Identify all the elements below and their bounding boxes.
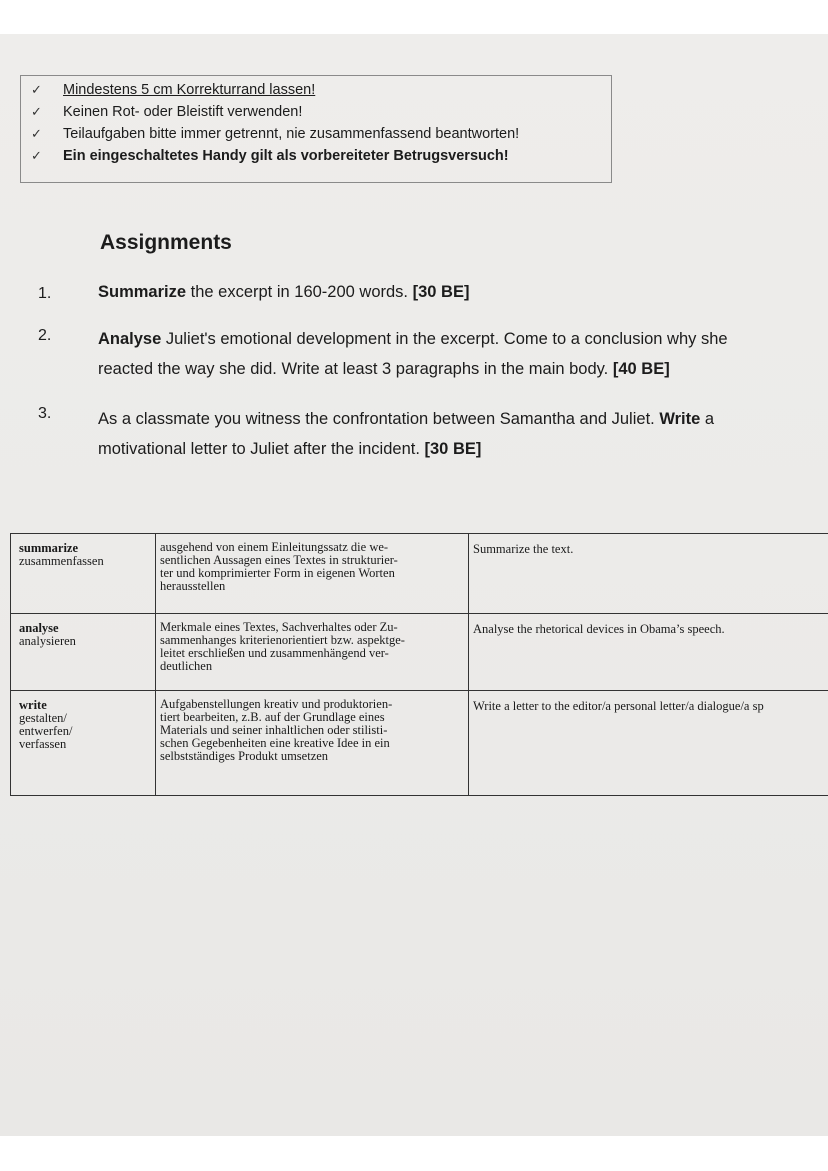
exam-rules-box [20, 75, 612, 183]
task-number: 2. [38, 327, 52, 344]
task-text: Juliet's emotional development in the excerpt. Come to a conclusion why she [161, 330, 728, 348]
rule-item [21, 104, 613, 126]
operator-translation: zusammenfassen [19, 554, 104, 568]
operator-row [10, 533, 828, 614]
task-emphasis: [30 BE] [424, 440, 482, 458]
task-emphasis: [40 BE] [612, 360, 670, 378]
rule-item [21, 82, 613, 104]
task-emphasis: Summarize [98, 283, 187, 301]
operator-description-line: Materials und seiner inhaltlichen oder stilisti- [160, 723, 388, 737]
operator-description-line: schen Gegebenheiten eine kreative Idee in ein [160, 736, 390, 750]
task-text-line [98, 360, 670, 379]
task-text: reacted the way she did. Write at least 3 paragraphs in the main body. [98, 360, 613, 378]
task-emphasis: Write [659, 410, 701, 428]
operator-description-cell [155, 534, 468, 614]
task-text: motivational letter to Juliet after the incident. [98, 440, 425, 458]
operator-description-line: herausstellen [160, 579, 226, 593]
task-number: 3. [38, 405, 52, 422]
rule-text: Teilaufgaben bitte immer getrennt, nie zusammenfassend beantworten! [63, 126, 520, 142]
operator-description-line: tiert bearbeiten, z.B. auf der Grundlage eines [160, 710, 385, 724]
operator-description-cell [155, 691, 468, 795]
task-text-line [98, 330, 728, 349]
operator-description-line: ausgehend von einem Einleitungssatz die we- [160, 540, 389, 554]
task-text-line [98, 283, 469, 302]
checkmark-icon: ✓ [31, 127, 42, 142]
checkmark-icon: ✓ [31, 149, 42, 164]
operator-translation: entwerfen/ [19, 724, 73, 738]
task-text: the excerpt in 160-200 words. [186, 283, 413, 301]
checkmark-icon: ✓ [31, 105, 42, 120]
operator-row [10, 690, 828, 796]
rule-text: Keinen Rot- oder Bleistift verwenden! [63, 104, 303, 120]
task-text-line [98, 410, 714, 429]
operator-table [10, 533, 828, 795]
task-number: 1. [38, 285, 52, 302]
operator-row [10, 613, 828, 691]
operator-translation: analysieren [19, 634, 76, 648]
operator-description-line: leitet erschließen und zusammenhängend ver- [160, 646, 389, 660]
operator-description-line: selbstständiges Produkt umsetzen [160, 749, 329, 763]
rule-item [21, 126, 613, 148]
operator-description-line: Aufgabenstellungen kreativ und produktorien- [160, 697, 393, 711]
task-text: a [700, 410, 715, 428]
operator-description-line: sentlichen Aussagen eines Textes in strukturier- [160, 553, 398, 567]
operator-example-cell [468, 614, 828, 691]
checkmark-icon: ✓ [31, 83, 42, 98]
task-text-line [98, 440, 481, 459]
operator-description-line: ter und komprimierter Form in eigenen Worten [160, 566, 395, 580]
operator-term: analyse [19, 621, 59, 635]
operator-translation: verfassen [19, 737, 67, 751]
operator-description-line: sammenhanges kriterienorientiert bzw. aspektge- [160, 633, 405, 647]
operator-term-cell [10, 614, 154, 691]
operator-description-line: Merkmale eines Textes, Sachverhaltes oder Zu- [160, 620, 398, 634]
operator-example: Analyse the rhetorical devices in Obama’s speech. [473, 622, 725, 636]
operator-example: Write a letter to the editor/a personal letter/a dialogue/a sp [473, 699, 764, 713]
operator-example: Summarize the text. [473, 542, 574, 556]
task-emphasis: [30 BE] [412, 283, 470, 301]
operator-example-cell [468, 691, 828, 795]
operator-term: summarize [19, 541, 79, 555]
operator-term-cell [10, 534, 154, 614]
operator-term-cell [10, 691, 154, 795]
operator-description-cell [155, 614, 468, 691]
rule-text: Ein eingeschaltetes Handy gilt als vorbereiteter Betrugsversuch! [63, 148, 509, 164]
rule-item [21, 148, 613, 170]
operator-description-line: deutlichen [160, 659, 213, 673]
rule-text: Mindestens 5 cm Korrekturrand lassen! [63, 82, 316, 98]
operator-term: write [19, 698, 47, 712]
task-text: As a classmate you witness the confrontation between Samantha and Juliet. [98, 410, 660, 428]
assignments-heading: Assignments [100, 231, 232, 254]
operator-translation: gestalten/ [19, 711, 67, 725]
operator-example-cell [468, 534, 828, 614]
task-emphasis: Analyse [98, 330, 162, 348]
